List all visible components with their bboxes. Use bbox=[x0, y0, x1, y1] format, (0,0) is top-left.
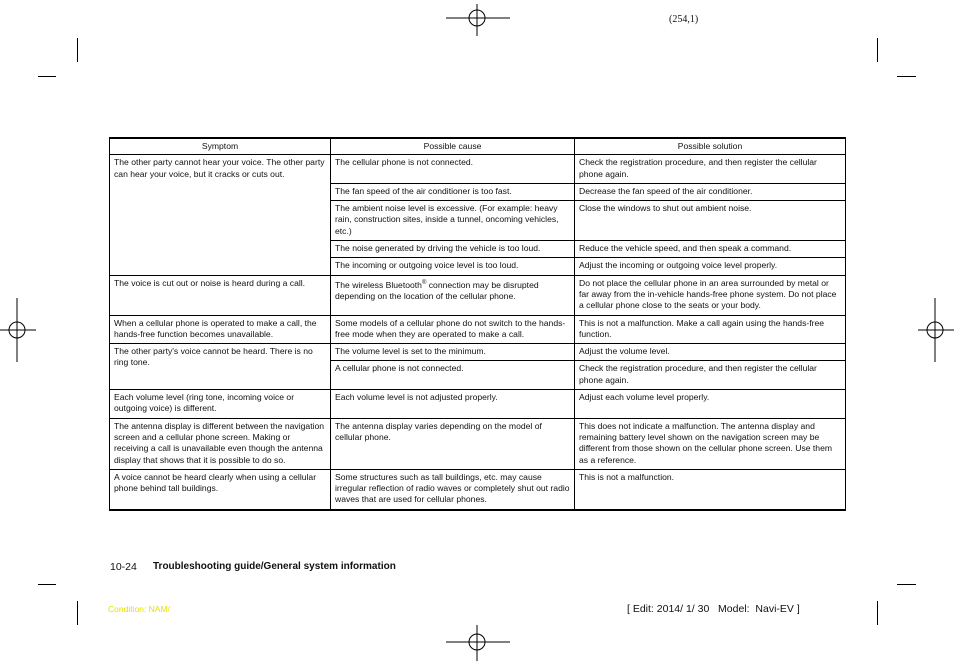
solution-cell: Check the registration procedure, and then register the cellular phone again. bbox=[575, 155, 846, 184]
cause-text-post: connection may be disrupted depending on the location of the cellular phone. bbox=[335, 279, 539, 301]
table-row bbox=[110, 315, 846, 344]
table-header-row bbox=[110, 138, 846, 155]
table-row bbox=[110, 390, 846, 419]
crop-mark-top-right-h bbox=[897, 76, 916, 77]
cause-cell: The noise generated by driving the vehicle is too loud. bbox=[331, 241, 575, 258]
solution-cell: Close the windows to shut out ambient noise. bbox=[575, 201, 846, 241]
crop-mark-bottom-left-h bbox=[38, 584, 56, 585]
solution-cell: Do not place the cellular phone in an area surrounded by metal or far away from the in-vehicle hands-free phone system. Do not place a cellular phone close to the seats or your body. bbox=[575, 275, 846, 315]
header-symptom: Symptom bbox=[110, 138, 331, 155]
symptom-cell: When a cellular phone is operated to make a call, the hands-free function becomes unavailable. bbox=[110, 315, 331, 344]
registered-mark: ® bbox=[421, 279, 427, 286]
table-row bbox=[110, 275, 846, 315]
table-row bbox=[110, 418, 846, 469]
page-number: 10-24 bbox=[110, 561, 137, 573]
header-possible-cause: Possible cause bbox=[331, 138, 575, 155]
page-reference: (254,1) bbox=[669, 14, 699, 25]
registration-mark-left-icon bbox=[0, 298, 36, 362]
header-possible-solution: Possible solution bbox=[575, 138, 846, 155]
cause-cell: The ambient noise level is excessive. (For example: heavy rain, construction sites, inside a tunnel, oncoming vehicles, etc.) bbox=[331, 201, 575, 241]
symptom-cell: A voice cannot be heard clearly when using a cellular phone behind tall buildings. bbox=[110, 469, 331, 509]
solution-cell: Adjust the volume level. bbox=[575, 344, 846, 361]
crop-mark-top-right-v bbox=[877, 38, 878, 62]
solution-cell: Check the registration procedure, and then register the cellular phone again. bbox=[575, 361, 846, 390]
symptom-cell: The other party cannot hear your voice. The other party can hear your voice, but it cracks or cuts out. bbox=[110, 155, 331, 275]
crop-mark-top-left-v bbox=[77, 38, 78, 62]
cause-text-pre: The wireless Bluetooth bbox=[335, 279, 422, 290]
symptom-cell: Each volume level (ring tone, incoming voice or outgoing voice) is different. bbox=[110, 390, 331, 419]
table-row bbox=[110, 155, 846, 184]
solution-cell: This does not indicate a malfunction. The antenna display and remaining battery level shown on the navigation screen may be different from those shown on the cellular phone screen. Use them as a reference. bbox=[575, 418, 846, 469]
cause-cell: Some models of a cellular phone do not switch to the hands-free mode when they are operated to make a call. bbox=[331, 315, 575, 344]
cause-cell: The fan speed of the air conditioner is too fast. bbox=[331, 183, 575, 200]
registration-mark-top-icon bbox=[446, 4, 510, 36]
cause-cell: A cellular phone is not connected. bbox=[331, 361, 575, 390]
solution-cell: Reduce the vehicle speed, and then speak a command. bbox=[575, 241, 846, 258]
symptom-cell: The other party's voice cannot be heard. There is no ring tone. bbox=[110, 344, 331, 390]
solution-cell: This is not a malfunction. bbox=[575, 469, 846, 509]
crop-mark-bottom-left-v bbox=[77, 601, 78, 625]
cause-cell: Some structures such as tall buildings, etc. may cause irregular reflection of radio waves or completely shut out radio waves that are used for cellular phones. bbox=[331, 469, 575, 509]
symptom-cell: The antenna display is different between the navigation screen and a cellular phone screen. Making or receiving a call is unavailable even though the antenna display that shows that it is possible to do so. bbox=[110, 418, 331, 469]
registration-mark-right-icon bbox=[918, 298, 954, 362]
section-title: Troubleshooting guide/General system information bbox=[153, 561, 396, 572]
cause-cell bbox=[331, 275, 575, 315]
cause-cell: The incoming or outgoing voice level is too loud. bbox=[331, 258, 575, 275]
cause-cell: The volume level is set to the minimum. bbox=[331, 344, 575, 361]
cause-cell: Each volume level is not adjusted properly. bbox=[331, 390, 575, 419]
table-row bbox=[110, 344, 846, 361]
cause-cell: The antenna display varies depending on the model of cellular phone. bbox=[331, 418, 575, 469]
condition-label: Condition: NAM/ bbox=[108, 604, 170, 614]
registration-mark-bottom-icon bbox=[446, 625, 510, 661]
edit-info: [ Edit: 2014/ 1/ 30 Model: Navi-EV ] bbox=[627, 603, 800, 615]
crop-mark-bottom-right-h bbox=[897, 584, 916, 585]
solution-cell: Adjust the incoming or outgoing voice level properly. bbox=[575, 258, 846, 275]
crop-mark-top-left-h bbox=[38, 76, 56, 77]
solution-cell: Decrease the fan speed of the air conditioner. bbox=[575, 183, 846, 200]
solution-cell: This is not a malfunction. Make a call again using the hands-free function. bbox=[575, 315, 846, 344]
crop-mark-bottom-right-v bbox=[877, 601, 878, 625]
table-row bbox=[110, 469, 846, 509]
symptom-cell: The voice is cut out or noise is heard during a call. bbox=[110, 275, 331, 315]
troubleshooting-table bbox=[109, 137, 846, 511]
solution-cell: Adjust each volume level properly. bbox=[575, 390, 846, 419]
cause-cell: The cellular phone is not connected. bbox=[331, 155, 575, 184]
